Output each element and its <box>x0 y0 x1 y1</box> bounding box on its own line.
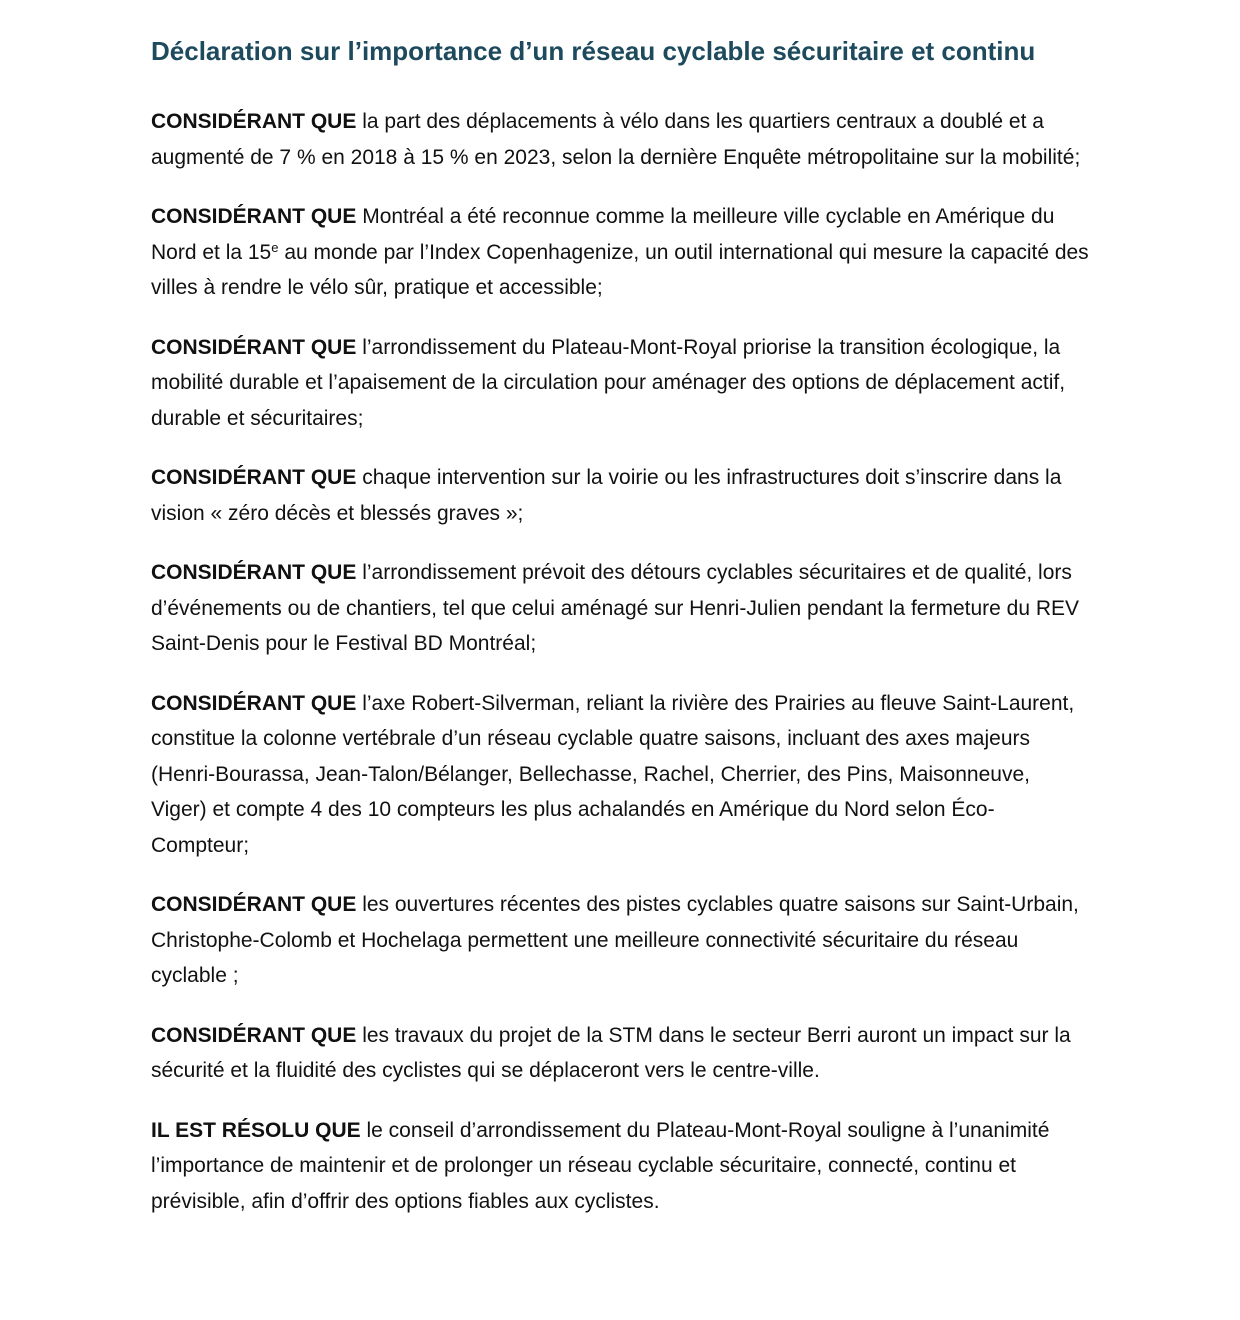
paragraph-text: le conseil d’arrondissement du Plateau-Mont-Royal souligne à l’unanimité l’importance de maintenir et de prolonger un réseau cyclable sécuritaire, connecté, continu et prévisible, afin d’offrir des options fiables aux cyclistes. <box>151 1118 1050 1213</box>
paragraph-text-continued: au monde par l’Index Copenhagenize, un outil international qui mesure la capacité des villes à rendre le vélo sûr, pratique et accessible; <box>151 240 1089 299</box>
paragraph-text: l’axe Robert-Silverman, reliant la rivière des Prairies au fleuve Saint-Laurent, constitue la colonne vertébrale d’un réseau cyclable quatre saisons, incluant des axes majeurs (Henri-Bourassa, Jean-Talon/Bélanger, Bellechasse, Rachel, Cherrier, des Pins, Maisonneuve, Viger) et compte 4 des 10 compteurs les plus achalandés en Amérique du Nord selon Éco-Compteur; <box>151 691 1075 857</box>
paragraph-lead: CONSIDÉRANT QUE <box>151 893 357 916</box>
document-page <box>151 30 1091 1243</box>
resolution-paragraph <box>151 1113 1091 1220</box>
paragraph-lead: CONSIDÉRANT QUE <box>151 561 357 584</box>
paragraph-lead: CONSIDÉRANT QUE <box>151 466 357 489</box>
whereas-paragraph-4 <box>151 460 1091 531</box>
paragraph-text: les ouvertures récentes des pistes cyclables quatre saisons sur Saint-Urbain, Christophe-Colomb et Hochelaga permettent une meilleure connectivité sécuritaire du réseau cyclable ; <box>151 893 1079 987</box>
paragraph-lead: IL EST RÉSOLU QUE <box>151 1118 361 1142</box>
whereas-paragraph-3 <box>151 330 1091 437</box>
whereas-paragraph-1 <box>151 104 1091 175</box>
paragraph-lead: CONSIDÉRANT QUE <box>151 110 357 133</box>
paragraph-text: l’arrondissement prévoit des détours cyclables sécuritaires et de qualité, lors d’événements ou de chantiers, tel que celui aménagé sur Henri-Julien pendant la fermeture du REV Saint-Denis pour le Festival BD Montréal; <box>151 561 1080 655</box>
paragraph-lead: CONSIDÉRANT QUE <box>151 335 357 359</box>
whereas-paragraph-8 <box>151 1018 1091 1089</box>
paragraph-text: les travaux du projet de la STM dans le secteur Berri auront un impact sur la sécurité et la fluidité des cyclistes qui se déplaceront vers le centre-ville. <box>151 1023 1071 1082</box>
paragraph-lead: CONSIDÉRANT QUE <box>151 691 357 715</box>
whereas-paragraph-7 <box>151 887 1091 994</box>
paragraph-lead: CONSIDÉRANT QUE <box>151 1023 357 1047</box>
paragraph-text: la part des déplacements à vélo dans les quartiers centraux a doublé et a augmenté de 7 % en 2018 à 15 % en 2023, selon la dernière Enquête métropolitaine sur la mobilité; <box>151 110 1081 169</box>
whereas-paragraph-2 <box>151 199 1091 306</box>
paragraph-text: l’arrondissement du Plateau-Mont-Royal priorise la transition écologique, la mobilité durable et l’apaisement de la circulation pour aménager des options de déplacement actif, durable et sécuritaires; <box>151 335 1066 430</box>
whereas-paragraph-5 <box>151 555 1091 662</box>
whereas-paragraph-6 <box>151 686 1091 864</box>
paragraph-lead: CONSIDÉRANT QUE <box>151 205 357 228</box>
ordinal-superscript: e <box>271 239 279 255</box>
document-title: Déclaration sur l’importance d’un réseau cyclable sécuritaire et continu <box>151 36 1036 66</box>
paragraph-text: chaque intervention sur la voirie ou les infrastructures doit s’inscrire dans la vision « zéro décès et blessés graves »; <box>151 466 1062 525</box>
paragraph-text: Montréal a été reconnue comme la meilleure ville cyclable en Amérique du Nord et la 15 <box>151 205 1055 264</box>
